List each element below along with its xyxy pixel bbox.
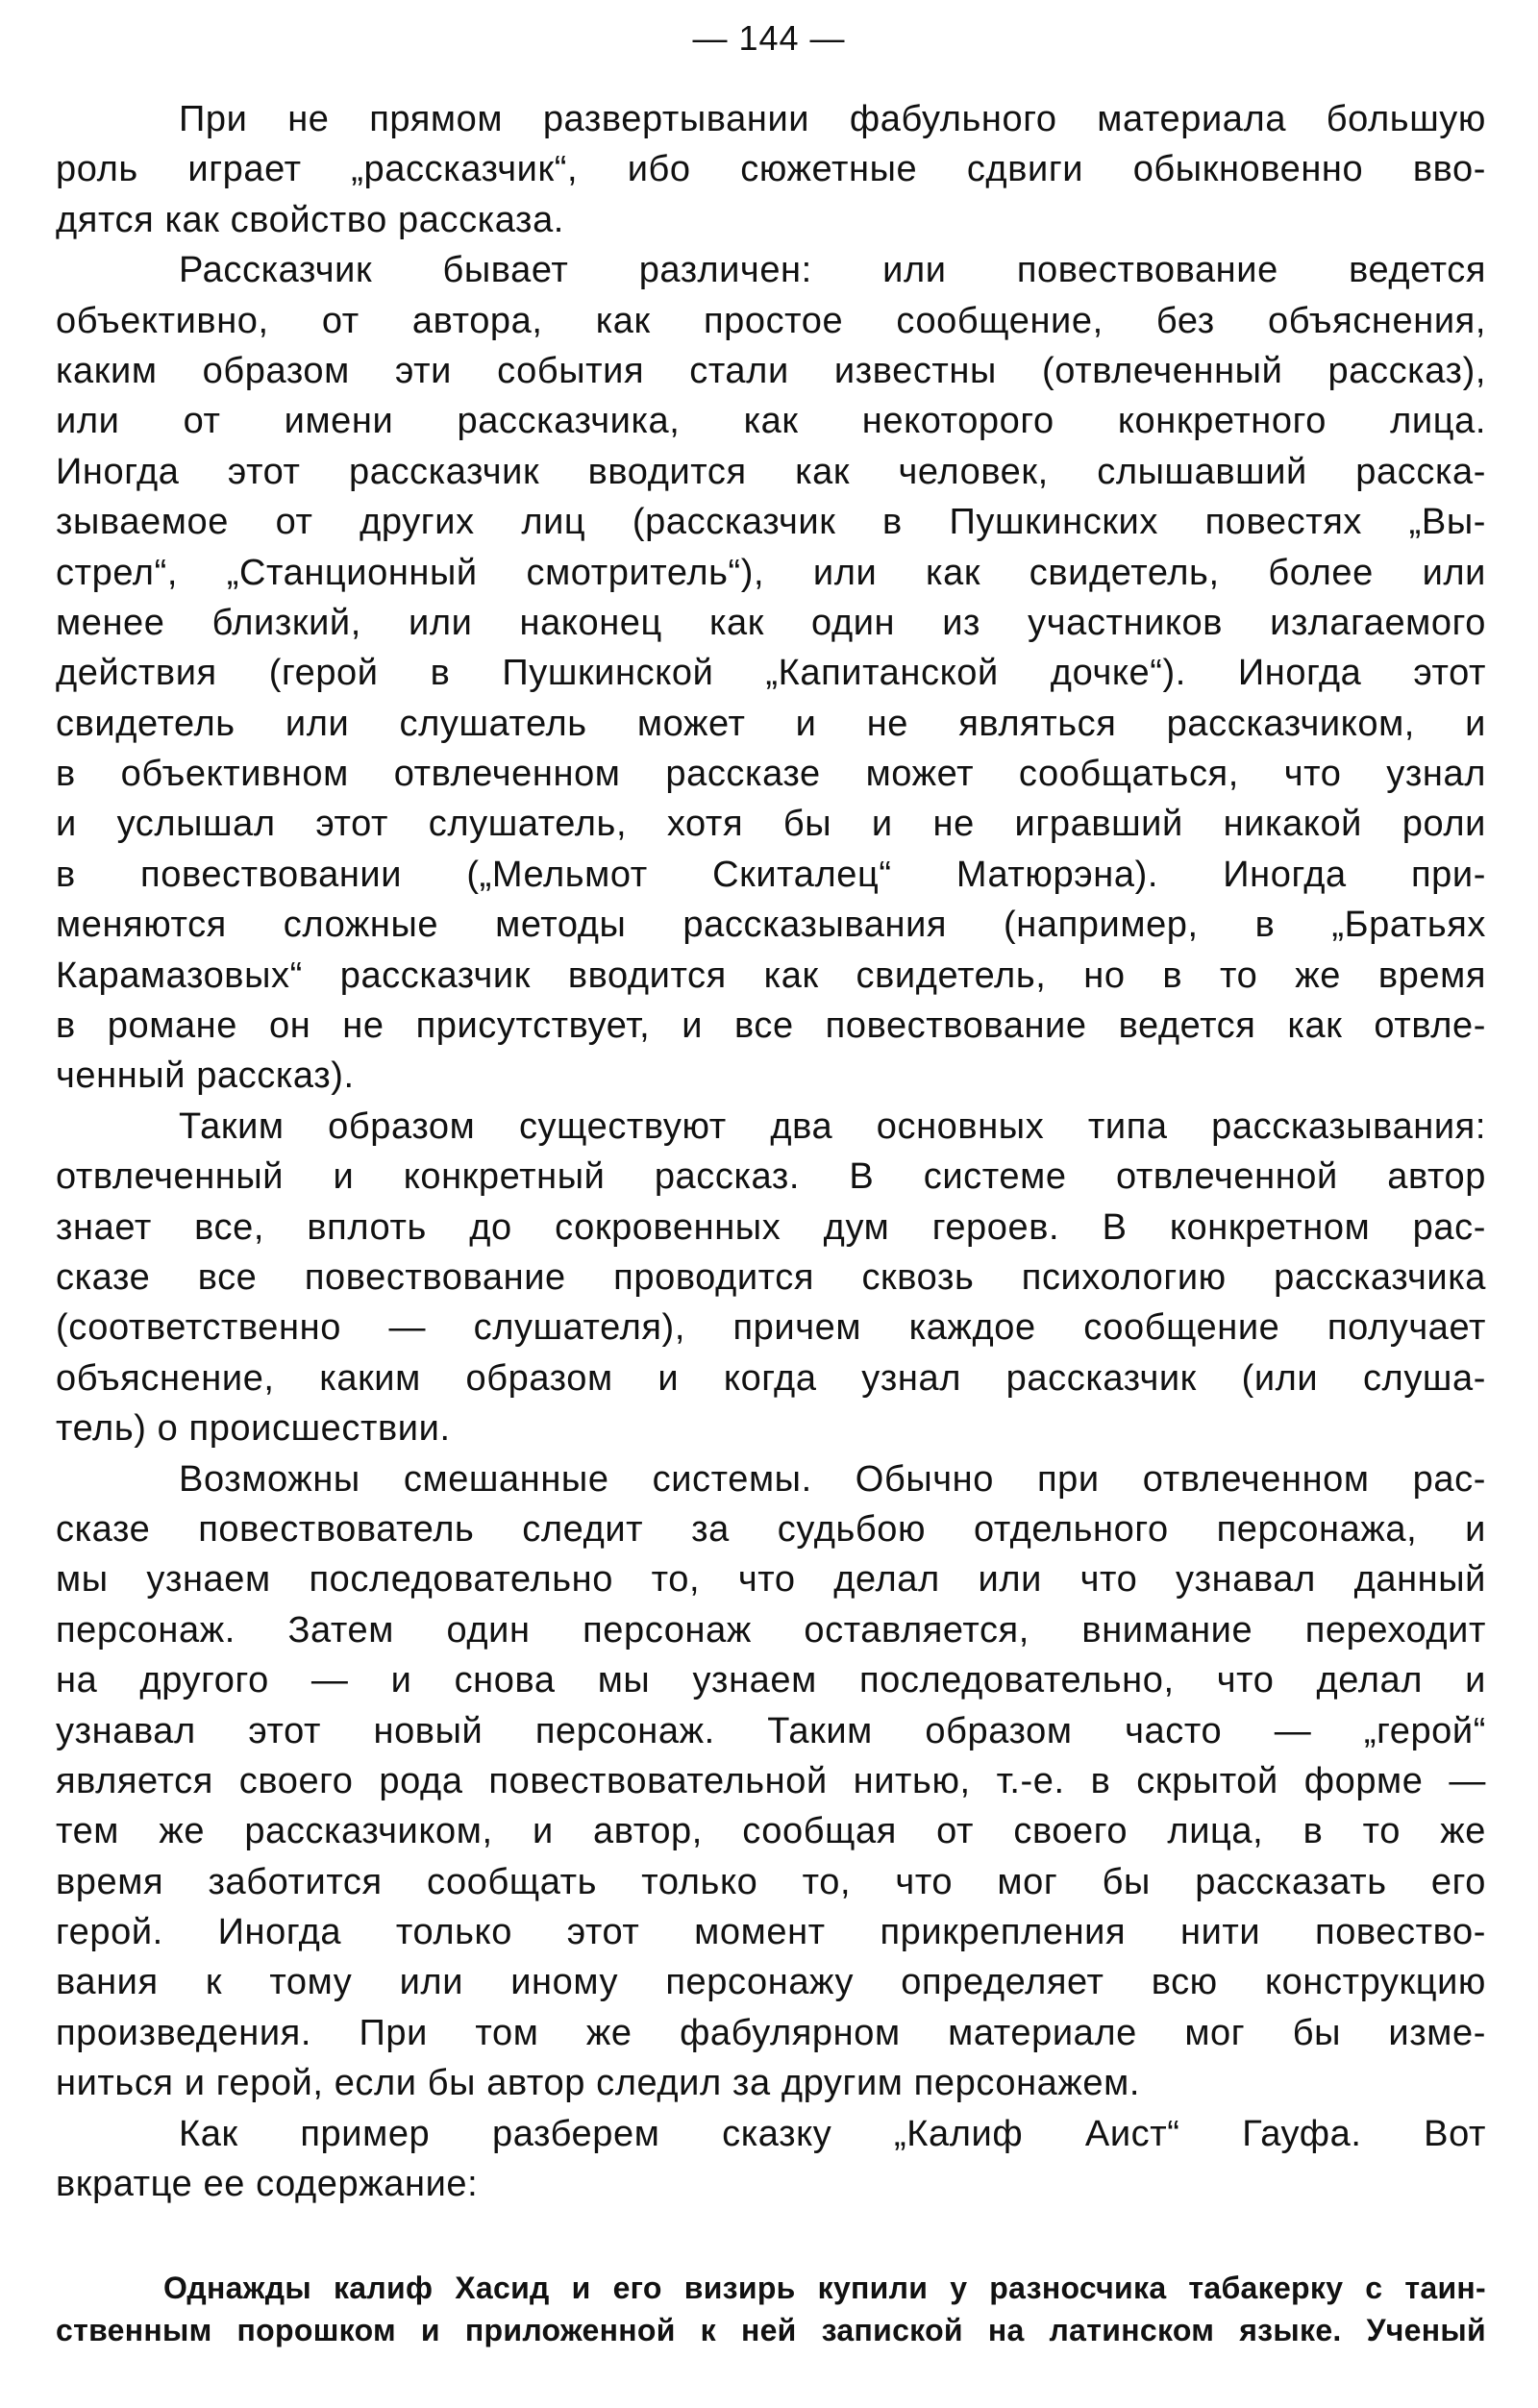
text-line: Таким образом существуют два основных типа рассказывания: (179, 1105, 1486, 1147)
text-line: является своего рода повествовательной нитью, т.-е. в скрытой форме — (56, 1760, 1486, 1801)
text-line: в романе он не присутствует, и все повествование ведется как отвле- (56, 1005, 1486, 1047)
text-line: каким образом эти события стали известны (отвлеченный рассказ), (56, 350, 1486, 391)
text-line: мы узнаем последовательно то, что делал или что узнавал данный (56, 1559, 1486, 1601)
text-line: сказе повествователь следит за судьбою отдельного персонажа, и (56, 1508, 1486, 1550)
text-line: вания к тому или иному персонажу определяет всю конструкцию (56, 1962, 1486, 2003)
text-line: менее близкий, или наконец как один из участников излагаемого (56, 602, 1486, 643)
text-line: действия (герой в Пушкинской „Капитанской дочке“). Иногда этот (56, 653, 1486, 694)
text-line: сказе все повествование проводится сквозь психологию рассказчика (56, 1256, 1486, 1298)
text-line: и услышал этот слушатель, хотя бы и не игравший никакой роли (56, 804, 1486, 845)
text-line: тем же рассказчиком, и автор, сообщая от своего лица, в то же (56, 1811, 1486, 1852)
text-line: стрел“, „Станционный смотритель“), или как свидетель, более или (56, 552, 1486, 593)
text-line: Карамазовых“ рассказчик вводится как свидетель, но в то же время (56, 955, 1486, 996)
text-line: персонаж. Затем один персонаж оставляется, внимание переходит (56, 1609, 1486, 1651)
text-line: Рассказчик бывает различен: или повествование ведется (179, 250, 1486, 291)
text-line: отвлеченный и конкретный рассказ. В системе отвлеченной автор (56, 1156, 1486, 1198)
text-line: (соответственно — слушателя), причем каждое сообщение получает (56, 1307, 1486, 1349)
text-line: свидетель или слушатель может и не являться рассказчиком, и (56, 703, 1486, 744)
text-line: зываемое от других лиц (рассказчик в Пушкинских повестях „Вы- (56, 502, 1486, 543)
text-line: знает все, вплоть до сокровенных дум героев. В конкретном рас- (56, 1206, 1486, 1248)
text-line: ственным порошком и приложенной к ней запиской на латинском языке. Ученый (56, 2313, 1486, 2347)
text-line: вкратце ее содержание: (56, 2164, 479, 2205)
text-line: Иногда этот рассказчик вводится как человек, слышавший расска- (56, 451, 1486, 492)
text-line: Как пример разберем сказку „Калиф Аист“ Гауфа. Вот (179, 2113, 1486, 2154)
text-line: узнавал этот новый персонаж. Таким образом часто — „герой“ (56, 1710, 1486, 1751)
text-line: в повествовании („Мельмот Скиталец“ Матюрэна). Иногда при- (56, 854, 1486, 895)
text-line: герой. Иногда только этот момент прикрепления нити повество- (56, 1912, 1486, 1953)
text-line: или от имени рассказчика, как некоторого конкретного лица. (56, 401, 1486, 442)
text-line: на другого — и снова мы узнаем последовательно, что делал и (56, 1660, 1486, 1701)
text-line: объективно, от автора, как простое сообщение, без объяснения, (56, 300, 1486, 341)
text-line: ниться и герой, если бы автор следил за другим персонажем. (56, 2063, 1141, 2104)
text-line: время заботится сообщать только то, что мог бы рассказать его (56, 1861, 1486, 1902)
text-line: меняются сложные методы рассказывания (например, в „Братьях (56, 905, 1486, 946)
text-line: роль играет „рассказчик“, ибо сюжетные сдвиги обыкновенно вво- (56, 149, 1486, 190)
text-line: в объективном отвлеченном рассказе может сообщаться, что узнал (56, 754, 1486, 795)
text-line: Возможны смешанные системы. Обычно при отвлеченном рас- (179, 1458, 1486, 1500)
text-line: ченный рассказ). (56, 1055, 355, 1097)
summary-text (56, 2267, 1486, 2351)
text-line: Однажды калиф Хасид и его визирь купили у разносчика табакерку с таин- (163, 2271, 1486, 2305)
main-text (56, 94, 1486, 2209)
page-number: — 144 — (692, 18, 846, 58)
text-line: При не прямом развертывании фабульного материала большую (179, 99, 1486, 139)
text-line: тель) о происшествии. (56, 1408, 451, 1450)
text-line: произведения. При том же фабулярном материале мог бы изме- (56, 2012, 1486, 2053)
text-line: объяснение, каким образом и когда узнал рассказчик (или слуша- (56, 1357, 1486, 1399)
text-line: дятся как свойство рассказа. (56, 199, 564, 240)
